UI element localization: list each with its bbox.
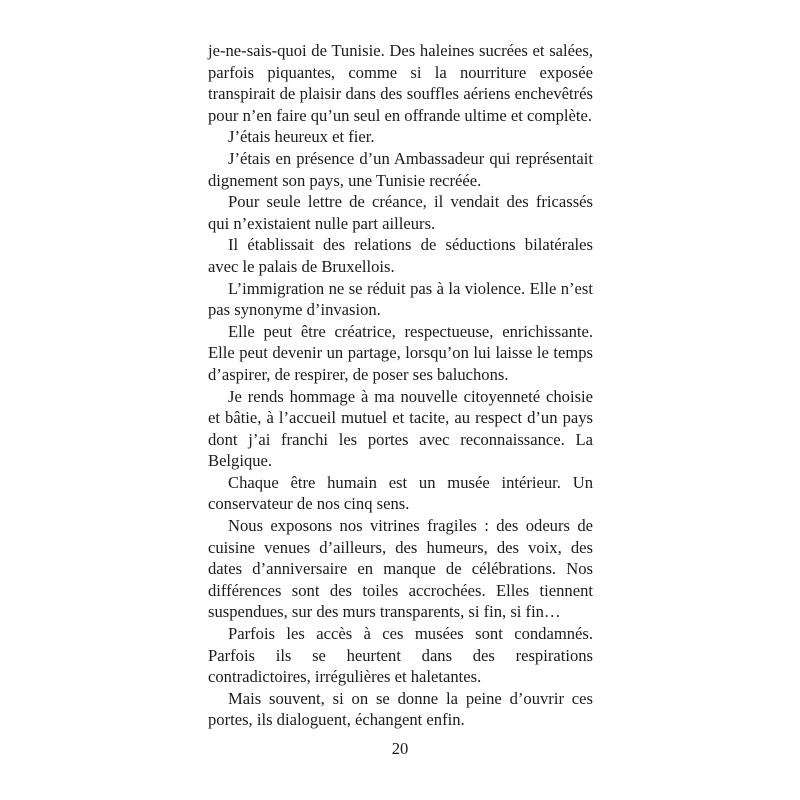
paragraph: Chaque être humain est un musée intérieur. Un conservateur de nos cinq sens. <box>208 472 593 514</box>
paragraph: Nous exposons nos vitrines fragiles : des odeurs de cuisine venues d’ailleurs, des humeurs, des voix, des dates d’anniversaire en manque de célébrations. Nos différences sont des toiles accrochées. Elles tiennent suspendues, sur des murs transparents, si fin, si fin… <box>208 516 593 622</box>
paragraph: J’étais heureux et fier. <box>228 127 375 147</box>
paragraph: Il établissait des relations de séductions bilatérales avec le palais de Bruxellois. <box>208 235 593 276</box>
paragraph: Je rends hommage à ma nouvelle citoyenneté choisie et bâtie, à l’accueil mutuel et tacite, au respect d’un pays dont j’ai franchi les portes avec reconnaissance. La Belgique. <box>208 386 593 471</box>
paragraph: Pour seule lettre de créance, il vendait des fricassés qui n’existaient nulle part ailleurs. <box>208 192 593 233</box>
paragraph: Parfois les accès à ces musées sont condamnés. Parfois ils se heurtent dans des respirations contradictoires, irrégulières et haletantes. <box>208 624 593 687</box>
paragraph: L’immigration ne se réduit pas à la violence. Elle n’est pas synonyme d’invasion. <box>208 278 593 320</box>
page-number: 20 <box>391 739 409 758</box>
paragraph: J’étais en présence d’un Ambassadeur qui représentait dignement son pays, une Tunisie recréée. <box>208 148 593 190</box>
paragraph: Elle peut être créatrice, respectueuse, enrichissante. Elle peut devenir un partage, lorsqu’on lui laisse le temps d’aspirer, de respirer, de poser ses baluchons. <box>208 321 593 384</box>
body-text <box>208 40 593 731</box>
paragraph-continuation: je-ne-sais-quoi de Tunisie. Des haleines sucrées et salées, parfois piquantes, comme si la nourriture exposée transpirait de plaisir dans des souffles aériens enchevêtrés pour n’en faire qu’un seul en offrande ultime et complète. <box>208 41 593 125</box>
paragraph: Mais souvent, si on se donne la peine d’ouvrir ces portes, ils dialoguent, échangent enfin. <box>208 688 593 730</box>
